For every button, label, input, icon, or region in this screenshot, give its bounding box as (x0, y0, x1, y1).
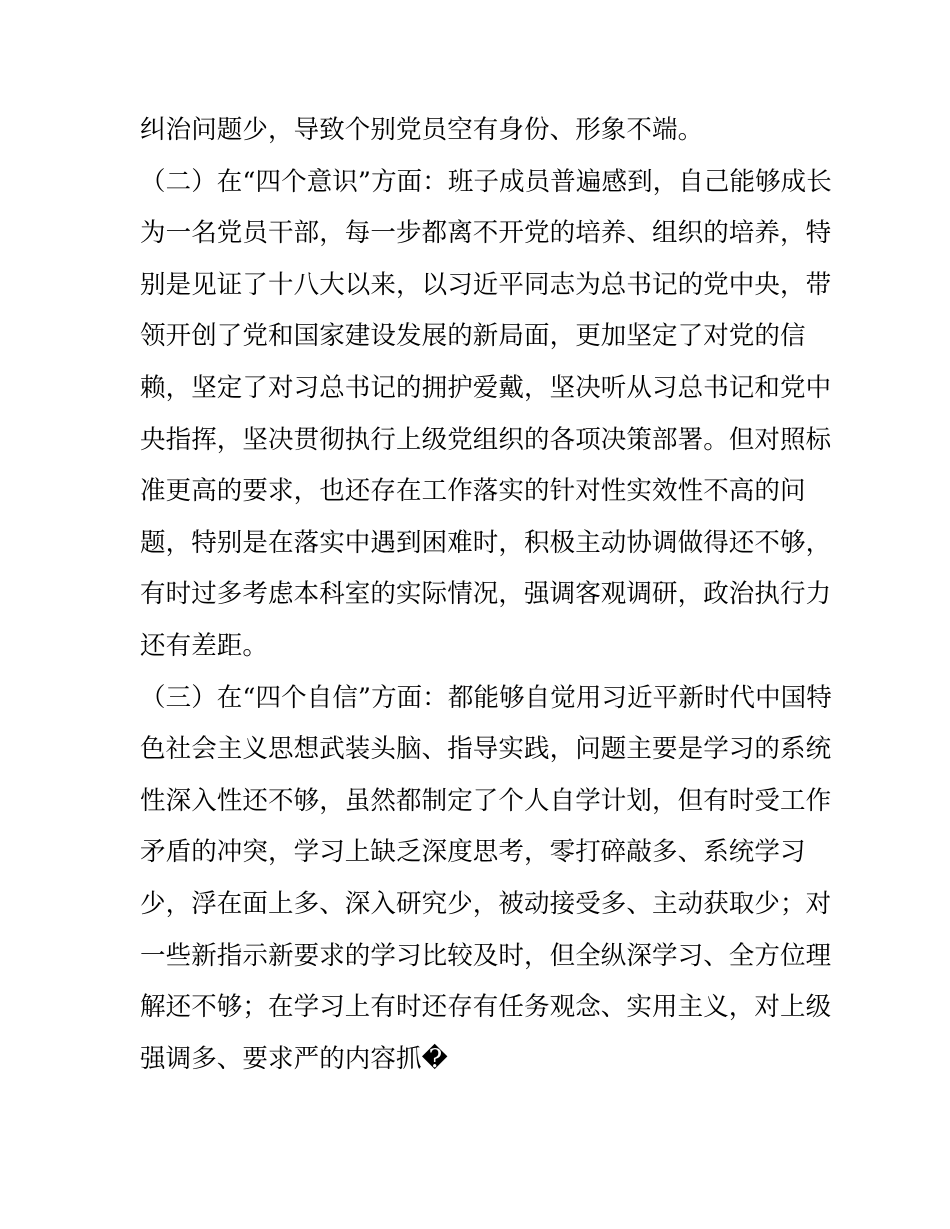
text-line: 有时过多考虑本科室的实际情况，强调客观调研，政治执行力 (140, 579, 832, 610)
text-line: 别是见证了十八大以来，以习近平同志为总书记的党中央，带 (140, 269, 832, 300)
text-line: 少，浮在面上多、深入研究少，被动接受多、主动获取少；对 (140, 888, 832, 919)
text-line: 还有差距。 (140, 630, 269, 661)
text-line: 解还不够；在学习上有时还存有任务观念、实用主义，对上级 (140, 992, 832, 1023)
text-line: 题，特别是在落实中遇到困难时，积极主动协调做得还不够， (140, 527, 832, 558)
text-line: 领开创了党和国家建设发展的新局面，更加坚定了对党的信 (140, 321, 806, 352)
text-line: （二）在“四个意识”方面：班子成员普遍感到，自己能够成长 (140, 166, 832, 197)
text-line: 强调多、要求严的内容抓� (140, 1043, 448, 1074)
text-line: 赖，坚定了对习总书记的拥护爱戴，坚决听从习总书记和党中 (140, 372, 832, 403)
text-line: 矛盾的冲突，学习上缺乏深度思考，零打碎敲多、系统学习 (140, 837, 806, 868)
text-line: 准更高的要求，也还存在工作落实的针对性实效性不高的问 (140, 476, 806, 507)
text-line: 纠治问题少，导致个别党员空有身份、形象不端。 (140, 115, 704, 145)
text-line: 为一名党员干部，每一步都离不开党的培养、组织的培养，特 (140, 218, 832, 249)
text-line: 性深入性还不够，虽然都制定了个人自学计划，但有时受工作 (140, 785, 832, 816)
text-line: （三）在“四个自信”方面：都能够自觉用习近平新时代中国特 (140, 682, 832, 713)
text-line: 一些新指示新要求的学习比较及时，但全纵深学习、全方位理 (140, 940, 832, 971)
text-line: 色社会主义思想武装头脑、指导实践，问题主要是学习的系统 (140, 734, 832, 765)
document-body (140, 105, 832, 1085)
text-line: 央指挥，坚决贯彻执行上级党组织的各项决策部署。但对照标 (140, 424, 832, 455)
